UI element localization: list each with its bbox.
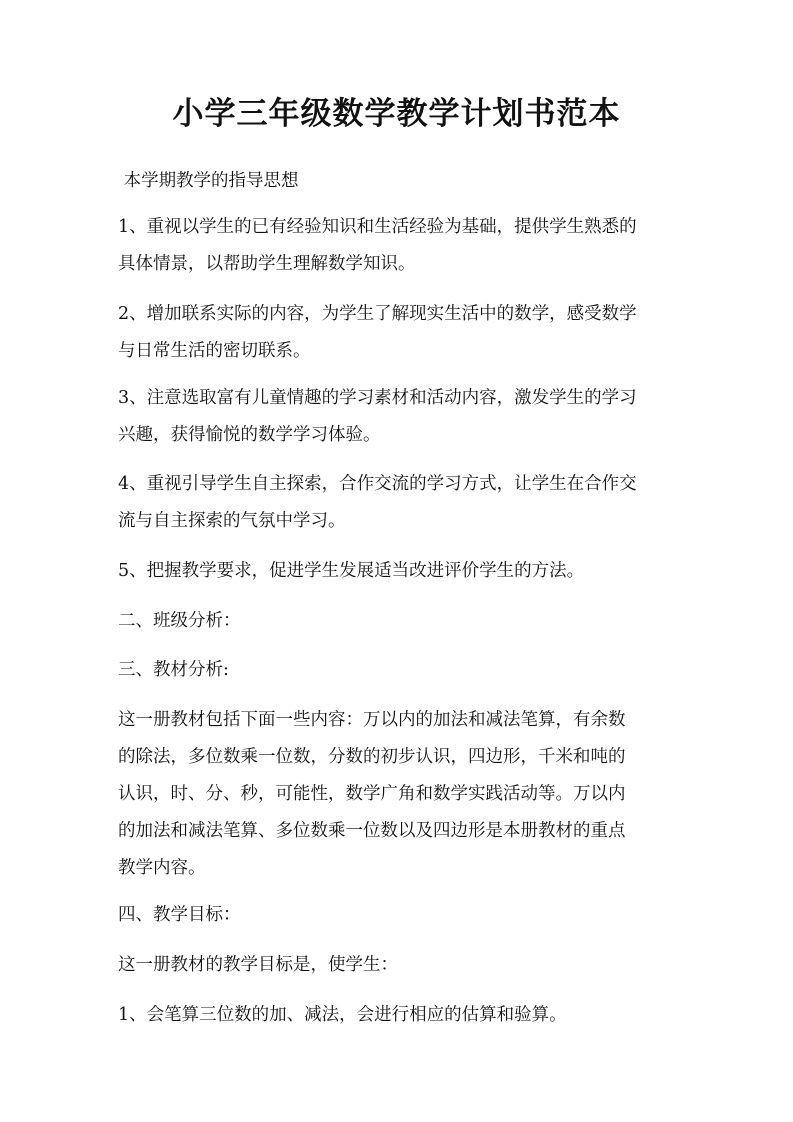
- paragraph-line: 的除法，多位数乘一位数，分数的初步认识，四边形，千米和吨的: [118, 747, 626, 767]
- paragraph-line: 本学期教学的指导思想: [118, 171, 299, 191]
- paragraph-line: 这一册教材包括下面一些内容：万以内的加法和减法笔算，有余数: [118, 710, 626, 730]
- paragraph-line: 5、把握教学要求，促进学生发展适当改进评价学生的方法。: [118, 561, 585, 581]
- document-title: 小学三年级数学教学计划书范本: [172, 96, 621, 132]
- paragraph-line: 二、班级分析：: [118, 611, 241, 631]
- paragraph-item-2: [118, 296, 678, 370]
- paragraph-line: 与日常生活的密切联系。: [118, 341, 311, 361]
- paragraph-item-4: [118, 466, 678, 540]
- paragraph-line: 认识，时、分、秒，可能性，数学广角和数学实践活动等。万以内: [118, 784, 626, 804]
- paragraph-line: 这一册教材的教学目标是，使学生：: [118, 955, 398, 975]
- paragraph-goal-1: [118, 997, 678, 1034]
- paragraph-line: 1、重视以学生的已有经验知识和生活经验为基础，提供学生熟悉的: [118, 217, 637, 237]
- paragraph-item-1: [118, 209, 678, 283]
- section-heading-textbook-analysis: [118, 652, 678, 689]
- paragraph-item-5: [118, 553, 678, 590]
- paragraph-line: 流与自主探索的气氛中学习。: [118, 511, 346, 531]
- paragraph-line: 的加法和减法笔算、多位数乘一位数以及四边形是本册教材的重点: [118, 821, 626, 841]
- paragraph-line: 3、注意选取富有儿童情趣的学习素材和活动内容，激发学生的学习: [118, 388, 637, 408]
- paragraph-line: 1、会笔算三位数的加、减法，会进行相应的估算和验算。: [118, 1005, 567, 1025]
- paragraph-goals-intro: [118, 947, 678, 984]
- section-heading-class-analysis: [118, 603, 678, 640]
- paragraph-textbook-content: [118, 702, 678, 887]
- paragraph-line: 具体情景，以帮助学生理解数学知识。: [118, 254, 416, 274]
- paragraph-line: 4、重视引导学生自主探索，合作交流的学习方式，让学生在合作交: [118, 474, 637, 494]
- paragraph-item-3: [118, 380, 678, 454]
- paragraph-line: 兴趣，获得愉悦的数学学习体验。: [118, 425, 381, 445]
- paragraph-line: 三、教材分析:: [118, 660, 229, 680]
- paragraph-line: 2、增加联系实际的内容，为学生了解现实生活中的数学，感受数学: [118, 304, 637, 324]
- section-heading-teaching-goals: [118, 897, 678, 934]
- paragraph-guiding-thought: [118, 163, 678, 200]
- paragraph-line: 四、教学目标：: [118, 905, 241, 925]
- paragraph-line: 教学内容。: [118, 858, 206, 878]
